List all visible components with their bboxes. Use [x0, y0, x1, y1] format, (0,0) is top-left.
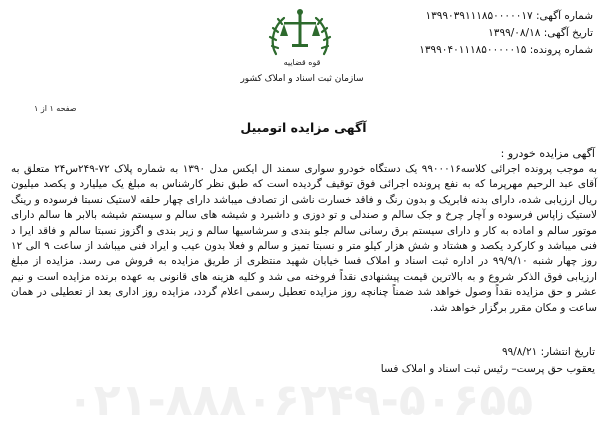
case-number-label: شماره پرونده: — [529, 44, 593, 56]
ad-number-row — [419, 8, 593, 25]
ad-date: ۱۳۹۹/۰۸/۱۸ — [488, 27, 541, 39]
org-subtitle: قوه قضاییه — [283, 58, 321, 67]
ad-number: ۱۳۹۹۰۳۹۱۱۱۸۵۰۰۰۰۰۱۷ — [425, 10, 533, 22]
page-number: صفحه ۱ از ۱ — [34, 104, 77, 113]
ad-number-label: شماره آگهی: — [535, 10, 593, 22]
case-number-row — [419, 42, 593, 59]
auction-body-text: به موجب پرونده اجرائی کلاسه۹۹۰۰۰۱۶ یک دستگاه خودرو سواری سمند ال ایکس مدل ۱۳۹۰ به شماره پلاک ۷۲-۲۴۹س۲۴ متعلق به آقای عبد الرحیم مهرپرما که به نفع پرونده اجرائی فوق توقیف گردیده است که طبق نظر کارشناس به مبلغ یک میلیارد و یکصد میلیون ریال ارزیابی شده، دارای بدنه فابریک و بدون رنگ و فاقد خسارت ناشی از تصادف میباشد دارای چهار حلقه لاستیک نسبتا فرسوده و رینگ لاستیک زاپاس فرسوده و آچار چرخ و جک سالم و صندلی و تو دوزی و داشبرد و شیشه های سالم و سیستم شیشه بالابر ها سالم دارای موتور سالم و اماده به کار و دارای سیستم برق رسانی سالم جلو بندی و سرشاسیها سالم و زیر بندی و اگزوز نسبتا سالم و فاقد ایرا د فنی میباشد و کارکرد یکصد و هشتاد و شش هزار کیلو متر و نسبتا تمیز و سالم و فعلا بدون عیب و ایراد فنی میباشد از ساعت ۹ الی ۱۲ روز چهار شنبه ۹۹/۹/۱۰ در اداره ثبت اسناد و املاک فسا خیابان شهید منتظری از طریق مزایده به فروش می رسد. مزایده از مبلغ ارزیابی فوق الذکر شروع و به بالاترین قیمت پیشنهادی نقداً فروخته می شد و کلیه هزینه های قانونی به عهده برنده مزایده است و نیم عشر و حق مزایده نقداً وصول خواهد شد ضمناً چنانچه روز مزایده تعطیل رسمی اعلام گردد، مزایده روز اداری بعد از تعطیلی در همان ساعت و مکان مقرر برگزار خواهد شد. — [11, 163, 598, 314]
section-heading: آگهی مزایده خودرو : — [500, 147, 595, 160]
signature: یعقوب حق پرست– رئیس ثبت اسناد و املاک فسا — [380, 363, 595, 375]
ad-meta — [419, 8, 593, 59]
org-name: سازمان ثبت اسناد و املاک کشور — [240, 74, 364, 84]
ad-date-label: تاریخ آگهی: — [543, 27, 593, 39]
phone-watermark: ۰۲۱-۸۸۸۰۶۲۴۹-۵۰۶۵۵ — [66, 375, 534, 426]
document-footer — [381, 344, 595, 378]
publish-date: ۹۹/۸/۲۱ — [501, 346, 538, 358]
publish-date-label: تاریخ انتشار: — [540, 346, 595, 358]
document-title: آگهی مزایده اتومبیل — [240, 120, 367, 135]
case-number: ۱۳۹۹۰۴۰۱۱۱۸۵۰۰۰۰۰۱۵ — [419, 44, 527, 56]
publish-date-row — [381, 344, 595, 361]
ad-date-row — [419, 25, 593, 42]
